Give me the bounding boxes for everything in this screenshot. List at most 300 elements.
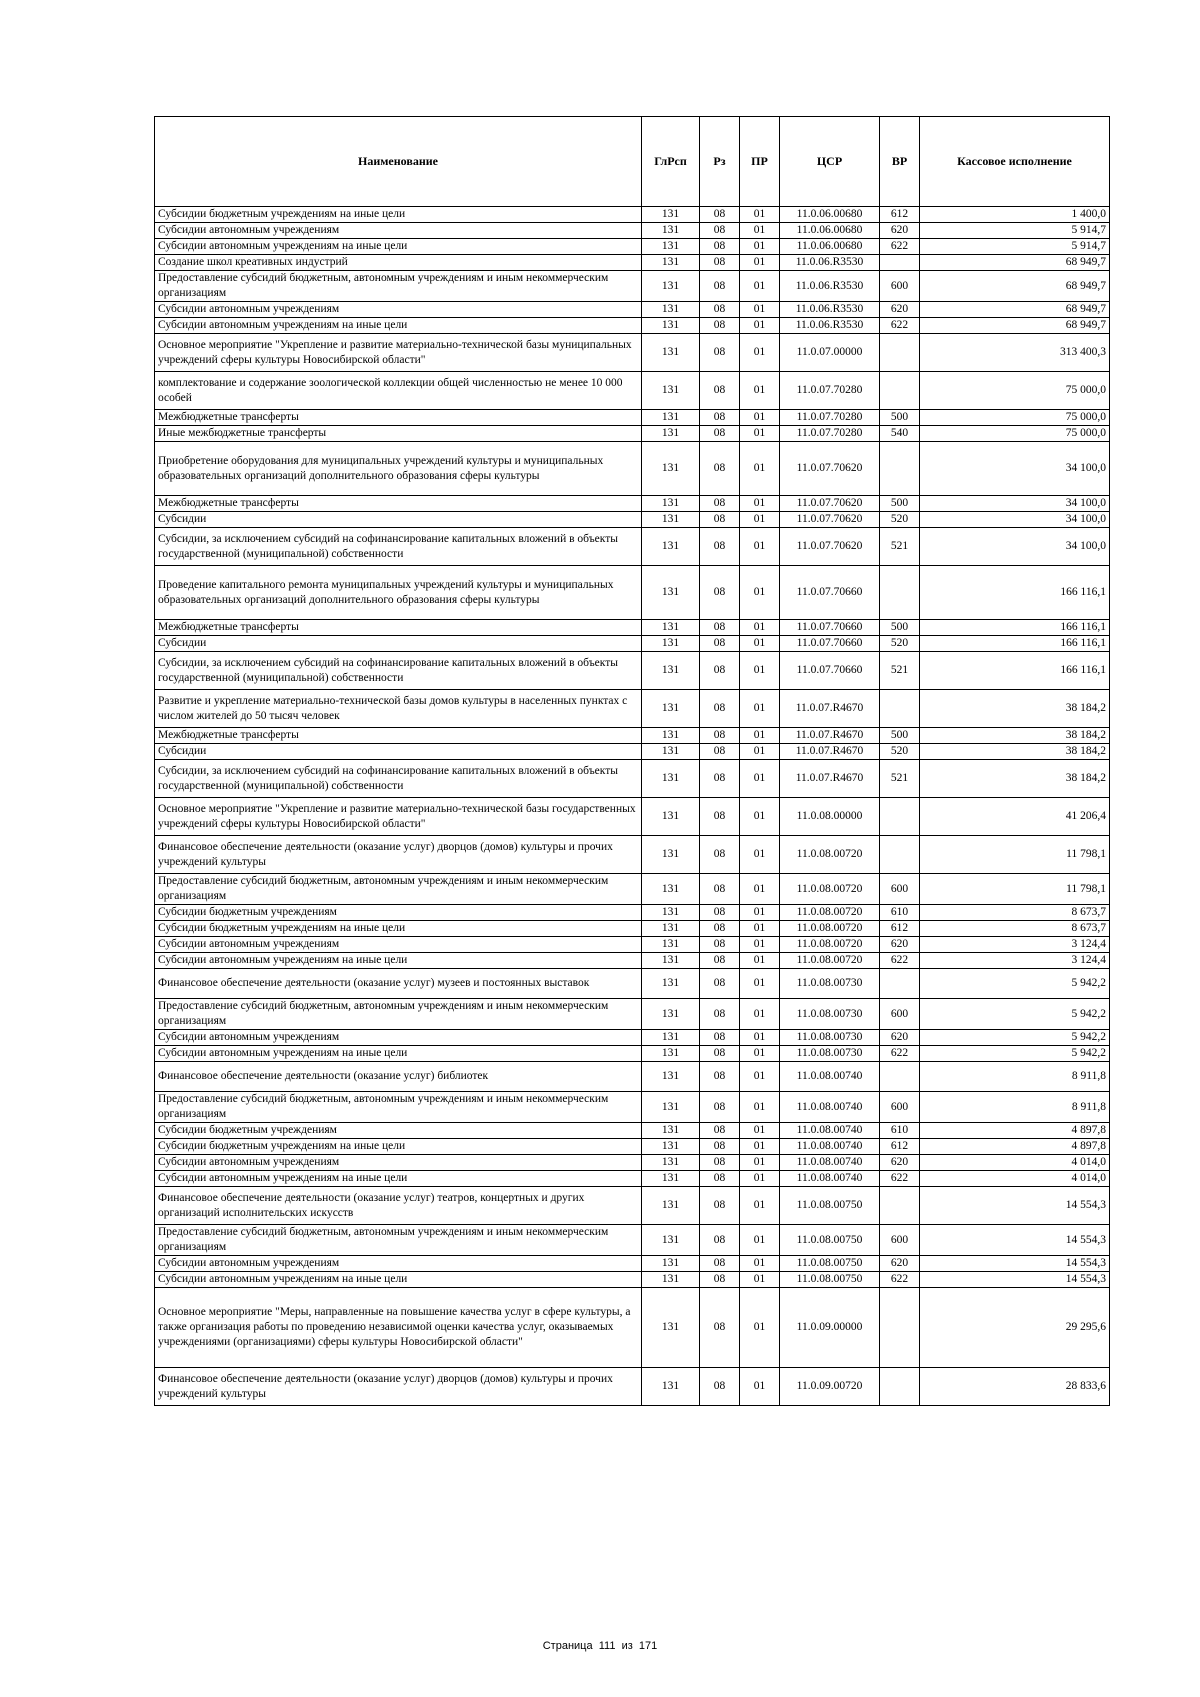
cell-glrsp: 131: [642, 442, 700, 496]
cell-glrsp: 131: [642, 1171, 700, 1187]
cell-amount: 166 116,1: [920, 652, 1110, 690]
cell-glrsp: 131: [642, 1368, 700, 1406]
cell-glrsp: 131: [642, 1256, 700, 1272]
cell-csr: 11.0.06.00680: [780, 239, 880, 255]
cell-rz: 08: [700, 690, 740, 728]
cell-pr: 01: [740, 798, 780, 836]
cell-name: Проведение капитального ремонта муниципальных учреждений культуры и муниципальных образовательных организаций дополнительного образования сферы культуры: [155, 566, 642, 620]
cell-pr: 01: [740, 999, 780, 1030]
table-row: [155, 496, 1110, 512]
cell-amount: 75 000,0: [920, 410, 1110, 426]
cell-glrsp: 131: [642, 410, 700, 426]
cell-vr: 600: [880, 1092, 920, 1123]
cell-amount: 4 014,0: [920, 1155, 1110, 1171]
page-footer: [0, 1640, 1200, 1652]
cell-pr: 01: [740, 921, 780, 937]
cell-vr: [880, 1187, 920, 1225]
table-row: [155, 512, 1110, 528]
cell-amount: 3 124,4: [920, 953, 1110, 969]
cell-csr: 11.0.09.00720: [780, 1368, 880, 1406]
cell-vr: [880, 255, 920, 271]
header-glrsp: ГлРсп: [642, 117, 700, 207]
cell-glrsp: 131: [642, 760, 700, 798]
cell-rz: 08: [700, 921, 740, 937]
cell-rz: 08: [700, 223, 740, 239]
cell-csr: 11.0.08.00730: [780, 1046, 880, 1062]
table-row: [155, 760, 1110, 798]
cell-vr: [880, 566, 920, 620]
cell-vr: 622: [880, 1171, 920, 1187]
table-row: [155, 690, 1110, 728]
cell-name: Финансовое обеспечение деятельности (оказание услуг) дворцов (домов) культуры и прочих учреждений культуры: [155, 836, 642, 874]
cell-amount: 28 833,6: [920, 1368, 1110, 1406]
cell-csr: 11.0.08.00730: [780, 1030, 880, 1046]
cell-glrsp: 131: [642, 620, 700, 636]
cell-vr: [880, 334, 920, 372]
table-row: [155, 1030, 1110, 1046]
cell-rz: 08: [700, 239, 740, 255]
cell-name: Предоставление субсидий бюджетным, автономным учреждениям и иным некоммерческим организациям: [155, 999, 642, 1030]
cell-glrsp: 131: [642, 239, 700, 255]
cell-vr: 500: [880, 620, 920, 636]
cell-glrsp: 131: [642, 1123, 700, 1139]
cell-name: Субсидии бюджетным учреждениям на иные цели: [155, 1139, 642, 1155]
cell-glrsp: 131: [642, 1272, 700, 1288]
cell-vr: 610: [880, 905, 920, 921]
cell-rz: 08: [700, 410, 740, 426]
cell-amount: 8 673,7: [920, 905, 1110, 921]
cell-glrsp: 131: [642, 1288, 700, 1368]
cell-rz: 08: [700, 874, 740, 905]
table-row: [155, 1225, 1110, 1256]
cell-glrsp: 131: [642, 334, 700, 372]
cell-name: комплектование и содержание зоологической коллекции общей численностью не менее 10 000 особей: [155, 372, 642, 410]
cell-csr: 11.0.07.70620: [780, 496, 880, 512]
cell-glrsp: 131: [642, 652, 700, 690]
cell-vr: [880, 372, 920, 410]
cell-pr: 01: [740, 690, 780, 728]
cell-amount: 38 184,2: [920, 728, 1110, 744]
cell-vr: 622: [880, 318, 920, 334]
cell-glrsp: 131: [642, 1139, 700, 1155]
cell-pr: 01: [740, 318, 780, 334]
table-row: [155, 1155, 1110, 1171]
cell-csr: 11.0.07.R4670: [780, 690, 880, 728]
cell-csr: 11.0.07.70280: [780, 410, 880, 426]
table-row: [155, 372, 1110, 410]
cell-glrsp: 131: [642, 999, 700, 1030]
table-row: [155, 1123, 1110, 1139]
table-row: [155, 207, 1110, 223]
header-amount: Кассовое исполнение: [920, 117, 1110, 207]
cell-amount: 11 798,1: [920, 836, 1110, 874]
cell-vr: 620: [880, 937, 920, 953]
cell-amount: 8 911,8: [920, 1062, 1110, 1092]
cell-name: Субсидии автономным учреждениям на иные цели: [155, 239, 642, 255]
cell-pr: 01: [740, 760, 780, 798]
cell-csr: 11.0.08.00750: [780, 1187, 880, 1225]
cell-pr: 01: [740, 1288, 780, 1368]
cell-glrsp: 131: [642, 1062, 700, 1092]
cell-vr: 500: [880, 728, 920, 744]
cell-name: Субсидии: [155, 512, 642, 528]
cell-rz: 08: [700, 1030, 740, 1046]
table-row: [155, 334, 1110, 372]
table-row: [155, 1171, 1110, 1187]
cell-amount: 1 400,0: [920, 207, 1110, 223]
cell-csr: 11.0.07.70620: [780, 512, 880, 528]
cell-vr: 612: [880, 921, 920, 937]
cell-vr: 600: [880, 271, 920, 302]
cell-amount: 34 100,0: [920, 442, 1110, 496]
cell-amount: 14 554,3: [920, 1256, 1110, 1272]
cell-vr: [880, 1062, 920, 1092]
cell-pr: 01: [740, 1123, 780, 1139]
cell-rz: 08: [700, 905, 740, 921]
cell-name: Субсидии, за исключением субсидий на софинансирование капитальных вложений в объекты государственной (муниципальной) собственности: [155, 528, 642, 566]
cell-rz: 08: [700, 1272, 740, 1288]
cell-vr: 520: [880, 744, 920, 760]
cell-glrsp: 131: [642, 744, 700, 760]
table-row: [155, 937, 1110, 953]
cell-rz: 08: [700, 1256, 740, 1272]
cell-name: Субсидии автономным учреждениям: [155, 1256, 642, 1272]
cell-vr: 500: [880, 410, 920, 426]
cell-amount: 5 942,2: [920, 1030, 1110, 1046]
cell-vr: [880, 1288, 920, 1368]
cell-rz: 08: [700, 652, 740, 690]
cell-vr: 600: [880, 1225, 920, 1256]
total-pages: 171: [638, 1640, 658, 1652]
cell-name: Субсидии: [155, 636, 642, 652]
table-row: [155, 528, 1110, 566]
cell-csr: 11.0.08.00720: [780, 874, 880, 905]
cell-rz: 08: [700, 620, 740, 636]
cell-pr: 01: [740, 410, 780, 426]
table-row: [155, 728, 1110, 744]
cell-rz: 08: [700, 207, 740, 223]
cell-csr: 11.0.06.R3530: [780, 255, 880, 271]
table-row: [155, 271, 1110, 302]
cell-glrsp: 131: [642, 271, 700, 302]
cell-name: Субсидии автономным учреждениям на иные цели: [155, 318, 642, 334]
table-row: [155, 798, 1110, 836]
cell-rz: 08: [700, 318, 740, 334]
table-row: [155, 442, 1110, 496]
cell-glrsp: 131: [642, 1046, 700, 1062]
cell-amount: 4 014,0: [920, 1171, 1110, 1187]
cell-glrsp: 131: [642, 512, 700, 528]
cell-pr: 01: [740, 636, 780, 652]
cell-rz: 08: [700, 1123, 740, 1139]
cell-name: Иные межбюджетные трансферты: [155, 426, 642, 442]
cell-csr: 11.0.09.00000: [780, 1288, 880, 1368]
cell-csr: 11.0.08.00730: [780, 999, 880, 1030]
table-row: [155, 1368, 1110, 1406]
cell-name: Субсидии автономным учреждениям на иные цели: [155, 1046, 642, 1062]
cell-vr: [880, 690, 920, 728]
cell-pr: 01: [740, 271, 780, 302]
cell-name: Субсидии бюджетным учреждениям на иные цели: [155, 921, 642, 937]
cell-rz: 08: [700, 334, 740, 372]
cell-glrsp: 131: [642, 905, 700, 921]
cell-rz: 08: [700, 999, 740, 1030]
cell-vr: 521: [880, 528, 920, 566]
cell-vr: 620: [880, 223, 920, 239]
cell-pr: 01: [740, 744, 780, 760]
cell-glrsp: 131: [642, 728, 700, 744]
cell-csr: 11.0.07.00000: [780, 334, 880, 372]
cell-pr: 01: [740, 1256, 780, 1272]
cell-name: Финансовое обеспечение деятельности (оказание услуг) театров, концертных и других организаций исполнительских искусств: [155, 1187, 642, 1225]
cell-amount: 5 942,2: [920, 1046, 1110, 1062]
cell-rz: 08: [700, 969, 740, 999]
cell-name: Предоставление субсидий бюджетным, автономным учреждениям и иным некоммерческим организациям: [155, 1225, 642, 1256]
cell-csr: 11.0.07.R4670: [780, 728, 880, 744]
cell-pr: 01: [740, 652, 780, 690]
cell-rz: 08: [700, 372, 740, 410]
cell-csr: 11.0.07.R4670: [780, 760, 880, 798]
cell-pr: 01: [740, 969, 780, 999]
table-row: [155, 1288, 1110, 1368]
cell-name: Субсидии автономным учреждениям: [155, 937, 642, 953]
cell-vr: 521: [880, 652, 920, 690]
cell-amount: 75 000,0: [920, 372, 1110, 410]
table-row: [155, 969, 1110, 999]
table-row: [155, 999, 1110, 1030]
table-row: [155, 239, 1110, 255]
cell-pr: 01: [740, 1046, 780, 1062]
header-rz: Рз: [700, 117, 740, 207]
cell-glrsp: 131: [642, 921, 700, 937]
cell-rz: 08: [700, 937, 740, 953]
cell-name: Предоставление субсидий бюджетным, автономным учреждениям и иным некоммерческим организациям: [155, 1092, 642, 1123]
cell-pr: 01: [740, 905, 780, 921]
cell-csr: 11.0.06.R3530: [780, 302, 880, 318]
table-row: [155, 1272, 1110, 1288]
cell-name: Приобретение оборудования для муниципальных учреждений культуры и муниципальных образовательных организаций дополнительного образования сферы культуры: [155, 442, 642, 496]
cell-rz: 08: [700, 1368, 740, 1406]
page-label: Страница: [542, 1640, 593, 1652]
cell-rz: 08: [700, 1046, 740, 1062]
table-row: [155, 905, 1110, 921]
cell-rz: 08: [700, 953, 740, 969]
cell-rz: 08: [700, 426, 740, 442]
cell-vr: 600: [880, 999, 920, 1030]
cell-rz: 08: [700, 496, 740, 512]
cell-amount: 75 000,0: [920, 426, 1110, 442]
cell-rz: 08: [700, 636, 740, 652]
cell-pr: 01: [740, 528, 780, 566]
table-row: [155, 1187, 1110, 1225]
cell-vr: 520: [880, 512, 920, 528]
cell-vr: 620: [880, 1256, 920, 1272]
cell-csr: 11.0.07.70660: [780, 620, 880, 636]
cell-pr: 01: [740, 1155, 780, 1171]
cell-amount: 34 100,0: [920, 528, 1110, 566]
cell-amount: 14 554,3: [920, 1272, 1110, 1288]
table-row: [155, 426, 1110, 442]
cell-pr: 01: [740, 1062, 780, 1092]
cell-amount: 166 116,1: [920, 566, 1110, 620]
cell-name: Субсидии автономным учреждениям: [155, 223, 642, 239]
cell-glrsp: 131: [642, 1030, 700, 1046]
cell-pr: 01: [740, 1030, 780, 1046]
cell-rz: 08: [700, 302, 740, 318]
cell-name: Межбюджетные трансферты: [155, 620, 642, 636]
cell-vr: 620: [880, 302, 920, 318]
cell-csr: 11.0.08.00000: [780, 798, 880, 836]
cell-vr: [880, 969, 920, 999]
cell-pr: 01: [740, 937, 780, 953]
cell-amount: 29 295,6: [920, 1288, 1110, 1368]
cell-vr: 520: [880, 636, 920, 652]
cell-amount: 4 897,8: [920, 1123, 1110, 1139]
cell-vr: 620: [880, 1155, 920, 1171]
cell-pr: 01: [740, 223, 780, 239]
cell-glrsp: 131: [642, 318, 700, 334]
table-row: [155, 921, 1110, 937]
cell-csr: 11.0.08.00740: [780, 1123, 880, 1139]
cell-pr: 01: [740, 1171, 780, 1187]
cell-vr: 622: [880, 953, 920, 969]
cell-csr: 11.0.08.00720: [780, 836, 880, 874]
cell-glrsp: 131: [642, 953, 700, 969]
cell-csr: 11.0.08.00740: [780, 1171, 880, 1187]
cell-rz: 08: [700, 255, 740, 271]
header-vr: ВР: [880, 117, 920, 207]
table-row: [155, 836, 1110, 874]
cell-name: Финансовое обеспечение деятельности (оказание услуг) дворцов (домов) культуры и прочих учреждений культуры: [155, 1368, 642, 1406]
table-header-row: [155, 117, 1110, 207]
cell-pr: 01: [740, 442, 780, 496]
cell-name: Межбюджетные трансферты: [155, 496, 642, 512]
table-row: [155, 255, 1110, 271]
cell-rz: 08: [700, 1171, 740, 1187]
cell-glrsp: 131: [642, 528, 700, 566]
cell-glrsp: 131: [642, 836, 700, 874]
table-row: [155, 652, 1110, 690]
cell-name: Субсидии бюджетным учреждениям: [155, 1123, 642, 1139]
cell-amount: 8 673,7: [920, 921, 1110, 937]
cell-glrsp: 131: [642, 496, 700, 512]
cell-pr: 01: [740, 953, 780, 969]
cell-glrsp: 131: [642, 969, 700, 999]
cell-csr: 11.0.08.00720: [780, 937, 880, 953]
cell-glrsp: 131: [642, 302, 700, 318]
cell-pr: 01: [740, 496, 780, 512]
cell-vr: 622: [880, 239, 920, 255]
cell-rz: 08: [700, 760, 740, 798]
cell-glrsp: 131: [642, 1187, 700, 1225]
table-row: [155, 744, 1110, 760]
cell-amount: 38 184,2: [920, 690, 1110, 728]
cell-rz: 08: [700, 1092, 740, 1123]
cell-glrsp: 131: [642, 1225, 700, 1256]
cell-csr: 11.0.07.70660: [780, 636, 880, 652]
cell-rz: 08: [700, 1139, 740, 1155]
cell-pr: 01: [740, 255, 780, 271]
cell-vr: 622: [880, 1046, 920, 1062]
table-row: [155, 636, 1110, 652]
cell-csr: 11.0.08.00730: [780, 969, 880, 999]
cell-csr: 11.0.06.00680: [780, 223, 880, 239]
table-row: [155, 1046, 1110, 1062]
cell-pr: 01: [740, 1272, 780, 1288]
cell-pr: 01: [740, 512, 780, 528]
cell-amount: 5 942,2: [920, 999, 1110, 1030]
cell-name: Субсидии, за исключением субсидий на софинансирование капитальных вложений в объекты государственной (муниципальной) собственности: [155, 652, 642, 690]
cell-pr: 01: [740, 874, 780, 905]
cell-amount: 14 554,3: [920, 1187, 1110, 1225]
of-label: из: [621, 1640, 633, 1652]
cell-pr: 01: [740, 836, 780, 874]
cell-name: Межбюджетные трансферты: [155, 410, 642, 426]
cell-name: Финансовое обеспечение деятельности (оказание услуг) музеев и постоянных выставок: [155, 969, 642, 999]
cell-csr: 11.0.08.00720: [780, 953, 880, 969]
cell-pr: 01: [740, 566, 780, 620]
header-pr: ПР: [740, 117, 780, 207]
cell-pr: 01: [740, 1225, 780, 1256]
table-row: [155, 1256, 1110, 1272]
cell-name: Субсидии бюджетным учреждениям на иные цели: [155, 207, 642, 223]
cell-glrsp: 131: [642, 566, 700, 620]
cell-csr: 11.0.06.R3530: [780, 318, 880, 334]
cell-amount: 8 911,8: [920, 1092, 1110, 1123]
table-body: [155, 207, 1110, 1406]
table-row: [155, 874, 1110, 905]
cell-glrsp: 131: [642, 426, 700, 442]
cell-glrsp: 131: [642, 1155, 700, 1171]
cell-vr: 500: [880, 496, 920, 512]
cell-name: Финансовое обеспечение деятельности (оказание услуг) библиотек: [155, 1062, 642, 1092]
cell-name: Субсидии автономным учреждениям на иные цели: [155, 1171, 642, 1187]
cell-rz: 08: [700, 1155, 740, 1171]
table-row: [155, 223, 1110, 239]
cell-rz: 08: [700, 1288, 740, 1368]
cell-vr: 622: [880, 1272, 920, 1288]
cell-amount: 68 949,7: [920, 318, 1110, 334]
cell-vr: [880, 442, 920, 496]
cell-csr: 11.0.07.70620: [780, 442, 880, 496]
cell-amount: 166 116,1: [920, 636, 1110, 652]
cell-csr: 11.0.07.70660: [780, 652, 880, 690]
cell-vr: 521: [880, 760, 920, 798]
cell-glrsp: 131: [642, 636, 700, 652]
cell-amount: 38 184,2: [920, 760, 1110, 798]
cell-name: Субсидии автономным учреждениям: [155, 1030, 642, 1046]
table-row: [155, 620, 1110, 636]
cell-vr: 540: [880, 426, 920, 442]
cell-pr: 01: [740, 1139, 780, 1155]
cell-rz: 08: [700, 271, 740, 302]
cell-pr: 01: [740, 1368, 780, 1406]
cell-pr: 01: [740, 620, 780, 636]
cell-name: Межбюджетные трансферты: [155, 728, 642, 744]
table-row: [155, 566, 1110, 620]
cell-pr: 01: [740, 372, 780, 410]
cell-vr: 610: [880, 1123, 920, 1139]
cell-pr: 01: [740, 334, 780, 372]
cell-rz: 08: [700, 836, 740, 874]
cell-amount: 5 942,2: [920, 969, 1110, 999]
cell-name: Развитие и укрепление материально-технической базы домов культуры в населенных пунктах с числом жителей до 50 тысяч человек: [155, 690, 642, 728]
cell-vr: 612: [880, 1139, 920, 1155]
cell-csr: 11.0.08.00720: [780, 921, 880, 937]
cell-name: Предоставление субсидий бюджетным, автономным учреждениям и иным некоммерческим организациям: [155, 874, 642, 905]
cell-amount: 34 100,0: [920, 496, 1110, 512]
cell-csr: 11.0.07.70660: [780, 566, 880, 620]
